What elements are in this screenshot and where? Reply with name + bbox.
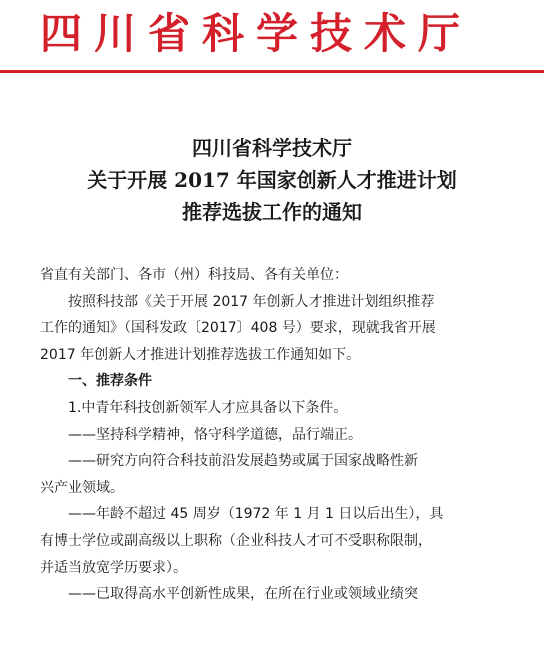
body-line: ——年龄不超过 45 周岁（1972 年 1 月 1 日以后出生），具	[68, 506, 444, 523]
title-line-notice: 推荐选拔工作的通知	[182, 200, 362, 224]
body-line: 1.中青年科技创新领军人才应具备以下条件。	[68, 399, 348, 416]
masthead-red-rule	[0, 70, 544, 73]
title-line-issuer: 四川省科学技术厅	[192, 136, 352, 160]
body-line: 兴产业领域。	[40, 479, 124, 496]
salutation: 省直有关部门、各市（州）科技局、各有关单位：	[40, 267, 348, 283]
body-line: 工作的通知》（国科发政〔2017〕408 号）要求，现就我省开展	[40, 320, 436, 337]
section-heading: 一、推荐条件	[68, 373, 152, 390]
document-body	[40, 262, 534, 608]
body-line: ——研究方向符合科技前沿发展趋势或属于国家战略性新	[68, 453, 418, 470]
body-line: 并适当放宽学历要求）。	[40, 559, 187, 576]
body-line: 有博士学位或副高级以上职称（企业科技人才可不受职称限制，	[40, 532, 432, 549]
masthead-title: 四川省科学技术厅	[40, 9, 473, 58]
masthead	[0, 0, 544, 80]
body-line: 按照科技部《关于开展 2017 年创新人才推进计划组织推荐	[68, 293, 435, 310]
body-line: ——坚持科学精神，恪守科学道德，品行端正。	[68, 426, 362, 443]
document-title	[0, 132, 544, 228]
title-line-subject: 关于开展 2017 年国家创新人才推进计划	[87, 168, 457, 192]
body-line: ——已取得高水平创新性成果，在所在行业或领域业绩突	[68, 586, 418, 603]
body-line: 2017 年创新人才推进计划推荐选拔工作通知如下。	[40, 346, 361, 363]
